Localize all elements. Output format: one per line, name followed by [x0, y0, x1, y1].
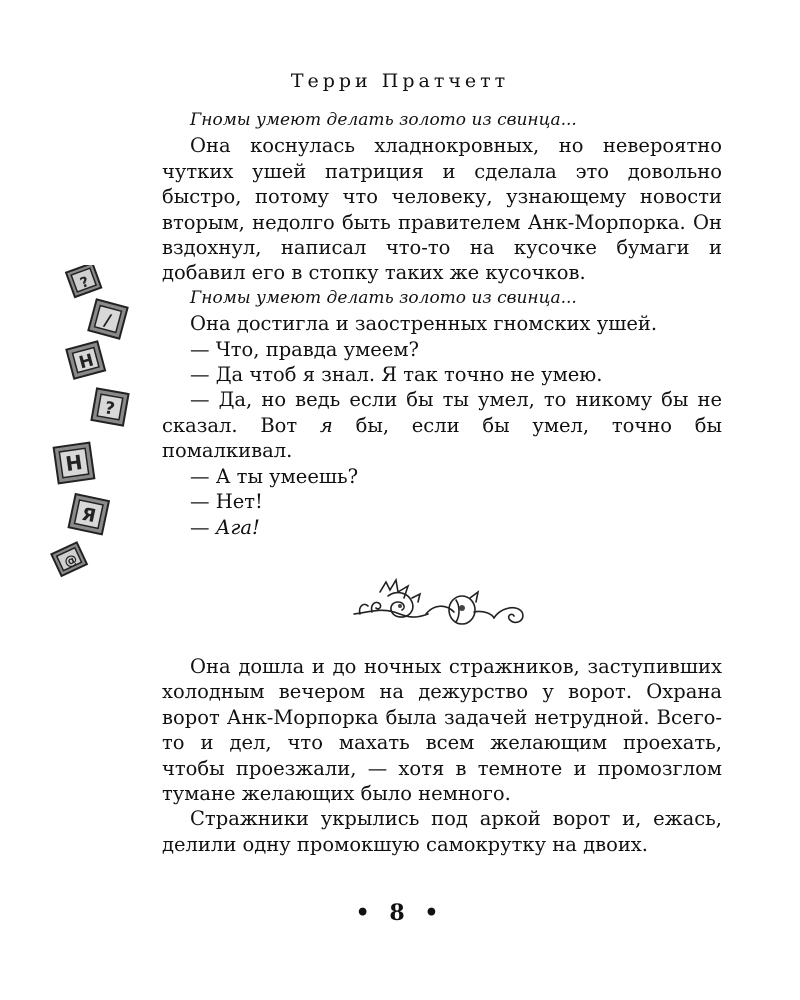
dialogue-line-1: — Что, правда умеем?	[190, 337, 419, 361]
falling-letter-blocks	[48, 265, 144, 585]
block-glyph: ?	[103, 398, 117, 420]
refrain-line-1: Гномы умеют делать золото из свинца...	[190, 110, 577, 130]
dialogue-line-3-emphasis: я	[319, 413, 333, 437]
paragraph-night-guards: Она дошла и до ночных стражников, заступивших холодным вечером на дежурство у ворот. Охрана ворот Анк-Морпорка была задачей нетрудной. Всего-то и дел, что махать всем желающим проехать, чтобы проезжали, — хотя в темноте и промозглом тумане желающих было немного.	[162, 655, 722, 806]
block-glyph: /	[101, 310, 114, 332]
page-number: • 8 •	[355, 900, 445, 926]
dialogue-line-2: — Да чтоб я знал. Я так точно не умею.	[190, 363, 603, 387]
block-glyph: Н	[77, 350, 96, 374]
vine-ornament-icon	[350, 574, 530, 630]
paragraph-dwarf-ears: Она достигла и заостренных гномских ушей.	[190, 312, 658, 336]
block-glyph: @	[61, 551, 81, 571]
dialogue-line-5: — Нет!	[190, 490, 263, 514]
paragraph-gate-arch: Стражники укрылись под аркой ворот и, ежась, делили одну промокшую самокрутку на двоих.	[162, 807, 722, 856]
dialogue-line-3-end: бы, если бы умел, точно бы помалкивал.	[162, 413, 722, 463]
dialogue-line-4: — А ты умеешь?	[190, 464, 359, 488]
block-glyph: Н	[64, 449, 84, 477]
block-glyph: ?	[78, 273, 92, 292]
refrain-line-2: Гномы умеют делать золото из свинца...	[190, 287, 577, 308]
dialogue-line-3	[162, 387, 722, 463]
dialogue-line-6-emphasis: Ага!	[215, 515, 260, 539]
running-title: Терри Пратчетт	[290, 70, 510, 92]
dialogue-line-6	[162, 515, 722, 540]
text-block-bottom	[162, 654, 722, 857]
dialogue-line-3-start: — Да, но ведь если бы ты умел, то никому бы не сказал. Вот	[162, 388, 722, 437]
paragraph-patrician: Она коснулась хладнокровных, но невероятно чутких ушей патриция и сделала это довольно быстро, потому что человеку, узнающему новости вторым, недолго быть правителем Анк-Морпорка. Он вздохнул, написал что-то на кусочке бумаги и добавил его в стопку таких же кусочков.	[162, 134, 722, 285]
text-block-top	[162, 108, 722, 540]
dialogue-line-6-dash: —	[190, 515, 216, 539]
block-glyph: Я	[79, 503, 98, 528]
